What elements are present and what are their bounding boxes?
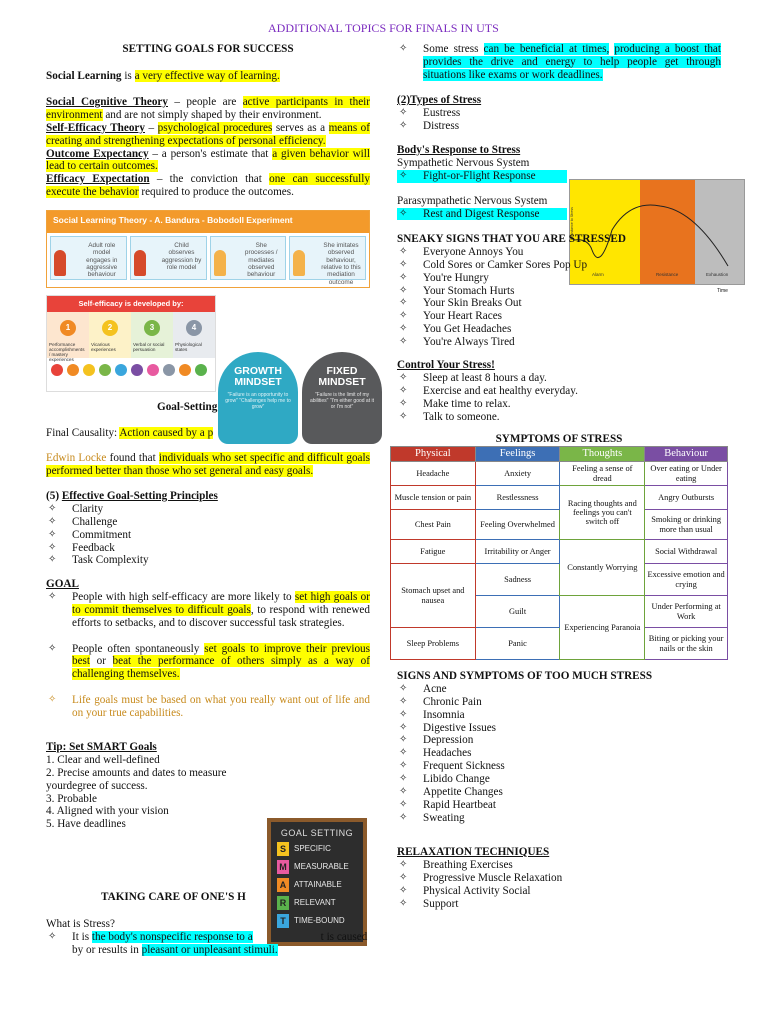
some-stress-item [397, 43, 721, 82]
highlight: beat the performance of others simply as a way of challenging themselves. [72, 655, 370, 681]
table-cell: Headache [391, 462, 476, 486]
item-text: Breathing Exercises [423, 858, 513, 871]
final-causality-line [46, 427, 213, 440]
bullet-icon: ✧ [399, 695, 408, 707]
dot-icon [99, 364, 111, 376]
item-text: Appetite Changes [423, 785, 503, 798]
diagram-panel [50, 236, 127, 280]
x-axis-label: Time [717, 288, 728, 294]
text: People often spontaneously [72, 642, 205, 655]
social-learning-line [46, 70, 370, 83]
def-oe [46, 148, 370, 174]
table-row [391, 564, 728, 596]
dot-icon [163, 364, 175, 376]
bullet-icon: ✧ [399, 410, 408, 422]
list-item [397, 799, 721, 812]
graphic-title: Self-efficacy is developed by: [47, 296, 215, 312]
item-text: Task Complexity [72, 554, 149, 567]
text: It is [72, 930, 92, 943]
control-title: Control Your Stress! [397, 359, 495, 371]
bullet-icon: ✧ [48, 590, 57, 602]
list-item [46, 542, 370, 555]
text: Some stress [423, 43, 484, 55]
term: Efficacy Expectation [46, 173, 150, 186]
locke-paragraph [46, 452, 370, 478]
panel-text: Child observes aggression by role model [161, 242, 202, 272]
symptoms-table [390, 446, 728, 660]
item-text: Challenge [72, 515, 118, 528]
item-text: Progressive Muscle Relaxation [423, 871, 563, 884]
item-text: Talk to someone. [423, 410, 500, 423]
definitions-block [46, 96, 370, 199]
heading-text: SETTING GOALS FOR SUCCESS [122, 43, 294, 55]
item-text: Your Skin Breaks Out [423, 297, 522, 310]
dot-icon [83, 364, 95, 376]
table-cell: Smoking or drinking more than usual [645, 510, 728, 540]
bullet-icon: ✧ [399, 371, 408, 383]
social-learning-diagram [46, 210, 370, 288]
bullet-icon: ✧ [399, 734, 408, 746]
list-item [397, 859, 721, 872]
list-item [397, 683, 721, 696]
highlight: means of creating and strengthening expectations of personal efficiency. [46, 121, 370, 147]
item-text: Clarity [72, 502, 104, 515]
growth-mindset-head [218, 352, 298, 444]
bullet-icon: ✧ [399, 760, 408, 772]
source-label: Vicarious experiences [91, 342, 116, 353]
efficacy-source [47, 312, 89, 363]
smart-item: 3. Probable [46, 792, 97, 805]
phase-label: Exhaustion [706, 272, 729, 277]
bullet-icon: ✧ [399, 284, 408, 296]
list-item [46, 643, 370, 682]
item-text: Digestive Issues [423, 721, 497, 734]
dot-icon [115, 364, 127, 376]
board-title: GOAL SETTING [280, 828, 354, 838]
item-text: You're Always Tired [423, 336, 515, 348]
too-much-title: SIGNS AND SYMPTOMS OF TOO MUCH STRESS [397, 670, 653, 682]
table-row [391, 628, 728, 660]
number-badge: 3 [144, 320, 160, 336]
list-item [397, 285, 657, 298]
column-header: Thoughts [560, 447, 645, 462]
list-item [397, 898, 721, 911]
list-item [397, 398, 721, 411]
highlight: set high goals or to commit themselves to difficult goals [72, 590, 370, 616]
phase-label: Resistance [656, 272, 679, 277]
sneaky-title: SNEAKY SIGNS THAT YOU ARE STRESSED [397, 233, 626, 245]
bullet-icon: ✧ [399, 773, 408, 784]
efficacy-source [89, 312, 131, 358]
question: What is Stress? [46, 918, 115, 930]
board-row [277, 859, 363, 874]
list-item [397, 773, 721, 786]
mindset-quote: "Failure is an opportunity to grow" "Challenges help me to grow" [225, 392, 291, 411]
item-text: Rest and Digest Response [423, 207, 540, 220]
list-item [397, 885, 721, 898]
table-row [391, 462, 728, 486]
bullet-icon: ✧ [399, 397, 408, 409]
text: found that [106, 452, 159, 464]
relaxation-techniques [397, 846, 721, 910]
text: required to produce the outcomes. [138, 186, 294, 199]
bullet-icon: ✧ [399, 119, 408, 131]
bullet-icon: ✧ [399, 785, 408, 797]
item-text: Commitment [72, 528, 132, 541]
smart-item: 5. Have deadlines [46, 818, 126, 831]
taking-care-title: TAKING CARE OF ONE'S H [101, 891, 246, 903]
item-text: Fight-or-Flight Response [423, 169, 536, 182]
table-cell: Irritability or Anger [475, 540, 560, 564]
def-ee [46, 173, 370, 199]
bullet-icon: ✧ [399, 811, 408, 823]
table-row [391, 540, 728, 564]
list-item [397, 696, 721, 709]
item-text: Your Stomach Hurts [423, 284, 515, 297]
highlight: one can successfully execute the behavior [46, 173, 370, 199]
y-axis-label: Resistance to Stress [570, 207, 574, 240]
item-text: Everyone Annoys You [423, 245, 524, 258]
table-cell: Sleep Problems [391, 628, 476, 660]
table-cell: Experiencing Paranoia [560, 596, 645, 660]
types-title: (2)Types of Stress [397, 94, 482, 106]
document-header: ADDITIONAL TOPICS FOR FINALS IN UTS [268, 21, 499, 35]
symptoms-title: SYMPTOMS OF STRESS [495, 433, 623, 445]
board-word: SPECIFIC [294, 844, 331, 854]
table-row [391, 486, 728, 510]
table-cell: Under Performing at Work [645, 596, 728, 628]
def-set [46, 122, 370, 148]
list-item [46, 931, 370, 957]
bullet-icon: ✧ [399, 884, 408, 896]
term: Self-Efficacy Theory [46, 121, 145, 134]
table-cell: Biting or picking your nails or the skin [645, 628, 728, 660]
text: – the conviction that [149, 173, 270, 186]
item-text: Eustress [423, 106, 461, 119]
bullet-icon: ✧ [399, 245, 408, 257]
list-item [397, 812, 721, 825]
bullet-icon: ✧ [399, 310, 408, 322]
list-item [46, 554, 370, 567]
diagram-panel [130, 236, 207, 280]
bullet-icon: ✧ [399, 384, 408, 396]
highlight: the body's nonspecific response to a [91, 930, 253, 943]
list-item [46, 694, 370, 720]
stress-definition [46, 918, 370, 957]
table-cell: Panic [475, 628, 560, 660]
list-item [397, 872, 721, 885]
column-header: Behaviour [645, 447, 728, 462]
list-item [397, 297, 657, 310]
list-item [397, 734, 721, 747]
phase-label: Alarm [592, 272, 604, 277]
term: Outcome Expectancy [46, 147, 149, 160]
text: Effective Goal-Setting Principles [61, 490, 218, 502]
number-badge: 4 [186, 320, 202, 336]
text: Final Causality: [46, 427, 120, 439]
bullet-icon: ✧ [399, 897, 408, 909]
table-cell: Stomach upset and nausea [391, 564, 476, 628]
efficacy-source [131, 312, 173, 358]
smart-block [46, 741, 266, 831]
text: – [145, 121, 158, 134]
bullet-icon: ✧ [399, 207, 408, 219]
table-cell: Social Withdrawal [645, 540, 728, 564]
name: Edwin Locke [46, 452, 107, 464]
text: and are not simply shaped by their environment. [102, 108, 322, 121]
item-text: Life goals must be based on what you really want out of life and on your true capabilities. [72, 694, 370, 719]
parasympathetic-label: Parasympathetic Nervous System [397, 194, 548, 207]
highlight: individuals who set specific and difficult goals performed better than those who set general and easy goals. [46, 452, 370, 477]
bullet-icon: ✧ [48, 502, 57, 514]
list-item [397, 323, 657, 336]
highlight: can be beneficial at times, [483, 43, 610, 55]
highlight: producing a boost that provides the drive and energy to help people get through situations like exams or work deadlines. [423, 43, 722, 81]
mindset-graphic [218, 352, 382, 444]
bullet-icon: ✧ [48, 528, 57, 540]
mindset-quote: "Failure is the limit of my abilities" "I'm either good at it or I'm not" [310, 392, 374, 411]
dot-icon [131, 364, 143, 376]
board-row [277, 895, 363, 910]
table-cell: Muscle tension or pain [391, 486, 476, 510]
letter-block: T [277, 914, 289, 928]
board-word: ATTAINABLE [294, 880, 342, 890]
list-item [397, 170, 567, 183]
board-row [277, 877, 363, 892]
letter-block: R [277, 896, 289, 910]
term: Social Learning [46, 70, 122, 82]
list-item [397, 385, 721, 398]
bullet-icon: ✧ [399, 271, 408, 283]
bullet-icon: ✧ [399, 43, 408, 54]
item-text: You Get Headaches [423, 323, 512, 336]
principles-title [46, 490, 370, 503]
table-cell: Feeling a sense of dread [560, 462, 645, 486]
board-word: RELEVANT [294, 898, 336, 908]
bullet-icon: ✧ [399, 721, 408, 733]
list-item [397, 411, 721, 424]
list-item [397, 107, 721, 120]
item-text: Make time to relax. [423, 397, 511, 410]
bullet-icon: ✧ [399, 106, 408, 118]
list-item [397, 786, 721, 799]
item-text: Depression [423, 734, 474, 747]
list-item [397, 747, 721, 760]
dot-icon [147, 364, 159, 376]
dot-icon [51, 364, 63, 376]
list-item [397, 336, 657, 349]
list-item [46, 503, 370, 516]
text: – people are [168, 96, 243, 108]
item-text: Your Heart Races [423, 310, 503, 323]
relax-title: RELAXATION TECHNIQUES [397, 846, 550, 858]
list-item [46, 529, 370, 542]
def-sct [46, 96, 370, 122]
bullet-icon: ✧ [399, 708, 408, 720]
letter-block: A [277, 878, 289, 892]
list-item [397, 709, 721, 722]
bullet-icon: ✧ [399, 747, 408, 759]
table-cell: Sadness [475, 564, 560, 596]
highlight: a given behavior will lead to certain outcomes. [46, 147, 370, 173]
list-item [397, 272, 657, 285]
sympathetic-label: Sympathetic Nervous System [397, 156, 530, 169]
list-item [46, 591, 370, 630]
item-text: Exercise and eat healthy everyday. [423, 384, 578, 397]
list-item [397, 760, 721, 773]
source-label: Performance accomplishments / mastery experiences [49, 342, 85, 363]
bullet-icon: ✧ [399, 682, 408, 694]
text: People with high self-efficacy are more likely to [72, 590, 295, 603]
table-cell: Fatigue [391, 540, 476, 564]
text: serves as a [272, 121, 329, 134]
smart-item: 2. Precise amounts and dates to measure yourdegree of success. [46, 766, 227, 792]
letter-block: S [277, 842, 289, 856]
table-header-row [391, 447, 728, 462]
goal-setting-heading: Goal-Setting [157, 401, 218, 413]
source-label: Physiological states [175, 342, 202, 353]
item-text: Distress [423, 119, 460, 132]
mindset-title: GROWTH MINDSET [234, 365, 282, 389]
efficacy-source [173, 312, 215, 358]
bullet-icon: ✧ [399, 323, 408, 335]
list-item [397, 43, 721, 82]
item-text: Libido Change [423, 773, 490, 785]
bullet-icon: ✧ [399, 336, 408, 347]
source-label: Verbal or social persuasion [133, 342, 165, 353]
list-item [397, 208, 567, 221]
item-text: Sleep at least 8 hours a day. [423, 371, 547, 384]
board-word: MEASURABLE [294, 862, 349, 872]
bullet-icon: ✧ [48, 541, 57, 553]
bullet-icon: ✧ [48, 694, 57, 706]
smart-item: 4. Aligned with your vision [46, 805, 169, 818]
panel-text: She imitates observed behaviour, relative to this mediation outcome [321, 242, 361, 286]
principles-block [46, 490, 370, 567]
bullet-icon: ✧ [399, 297, 408, 309]
table-cell: Restlessness [475, 486, 560, 510]
too-much-stress [397, 670, 721, 825]
item-text: Cold Sores or Camker Sores Pop Up [423, 258, 588, 271]
table-cell: Chest Pain [391, 510, 476, 540]
item-text: Frequent Sickness [423, 760, 505, 773]
dot-icon [179, 364, 191, 376]
letter-block: M [277, 860, 289, 874]
table-cell: Guilt [475, 596, 560, 628]
board-word: TIME-BOUND [294, 916, 345, 926]
panel-text: She processes / mediates observed behaviour [244, 242, 278, 279]
smart-title: Tip: Set SMART Goals [46, 741, 157, 753]
highlight: set goals to improve their previous best [72, 642, 370, 668]
highlight: Action caused by a p [119, 427, 214, 439]
highlight: pleasant or unpleasant stimuli. [141, 943, 278, 956]
column-header: Feelings [475, 447, 560, 462]
list-item [46, 516, 370, 529]
highlight: psychological procedures [157, 121, 273, 134]
diagram-title: Social Learning Theory - A. Bandura - Bobodoll Experiment [47, 211, 369, 233]
goal-title: GOAL [46, 578, 79, 590]
item-text: Chronic Pain [423, 695, 482, 708]
bullet-icon: ✧ [399, 169, 408, 181]
number-badge: 2 [102, 320, 118, 336]
item-text: Feedback [72, 541, 115, 554]
item-text: You're Hungry [423, 271, 489, 284]
term: Social Cognitive Theory [46, 96, 168, 108]
bullet-icon: ✧ [399, 258, 408, 270]
list-item [397, 259, 657, 272]
table-cell: Excessive emotion and crying [645, 564, 728, 596]
diagram-panel [289, 236, 366, 286]
bullet-icon: ✧ [48, 642, 57, 654]
text: t is caused by or results in [72, 930, 368, 956]
number-badge: 1 [60, 320, 76, 336]
table-cell: Feeling Overwhelmed [475, 510, 560, 540]
text: (5) [46, 490, 62, 502]
list-item [397, 372, 721, 385]
exhaustion-region [695, 180, 744, 284]
bullet-icon: ✧ [399, 798, 408, 810]
item-text: Headaches [423, 747, 472, 760]
section-title-goals [46, 43, 370, 56]
dot-icon [67, 364, 79, 376]
table-cell: Racing thoughts and feelings you can't switch off [560, 486, 645, 540]
fixed-mindset-head [302, 352, 382, 444]
list-item [397, 246, 657, 259]
bullet-icon: ✧ [399, 871, 408, 883]
text: or [90, 655, 113, 668]
item-text: Insomnia [423, 708, 465, 721]
board-row [277, 841, 363, 856]
bullet-icon: ✧ [399, 858, 408, 870]
item-text: Physical Activity Social [423, 884, 531, 897]
list-item [397, 120, 721, 133]
bullet-icon: ✧ [48, 930, 57, 942]
item-text: Sweating [423, 811, 465, 824]
column-header: Physical [391, 447, 476, 462]
table-cell: Angry Outbursts [645, 486, 728, 510]
body-title: Body's Response to Stress [397, 144, 521, 156]
item-text: Support [423, 897, 459, 910]
smart-item: 1. Clear and well-defined [46, 753, 160, 766]
text: – a person's estimate that [148, 147, 273, 160]
table-row [391, 510, 728, 540]
sneaky-signs [397, 233, 657, 349]
table-cell: Anxiety [475, 462, 560, 486]
text: , to respond with renewed efforts to setbacks, and to discover successful task strategies. [72, 603, 370, 629]
table-cell: Constantly Worrying [560, 540, 645, 596]
text: is [124, 70, 132, 82]
highlight: active participants in their environment [46, 96, 370, 121]
control-stress [397, 359, 721, 423]
item-text: Acne [423, 682, 447, 695]
list-item [397, 722, 721, 735]
bullet-icon: ✧ [48, 515, 57, 527]
dot-icon [195, 364, 207, 376]
table-cell: Over eating or Under eating [645, 462, 728, 486]
types-of-stress [397, 94, 721, 133]
list-item [397, 310, 657, 323]
mindset-title: FIXED MINDSET [318, 365, 366, 389]
highlight: a very effective way of learning. [134, 70, 280, 82]
diagram-panel [210, 236, 287, 280]
goal-block [46, 578, 370, 720]
bullet-icon: ✧ [48, 554, 57, 566]
panel-text: Adult role model engages in aggressive behaviour [86, 242, 118, 279]
self-efficacy-graphic [46, 295, 216, 392]
body-response [397, 144, 567, 220]
item-text: Rapid Heartbeat [423, 798, 496, 811]
